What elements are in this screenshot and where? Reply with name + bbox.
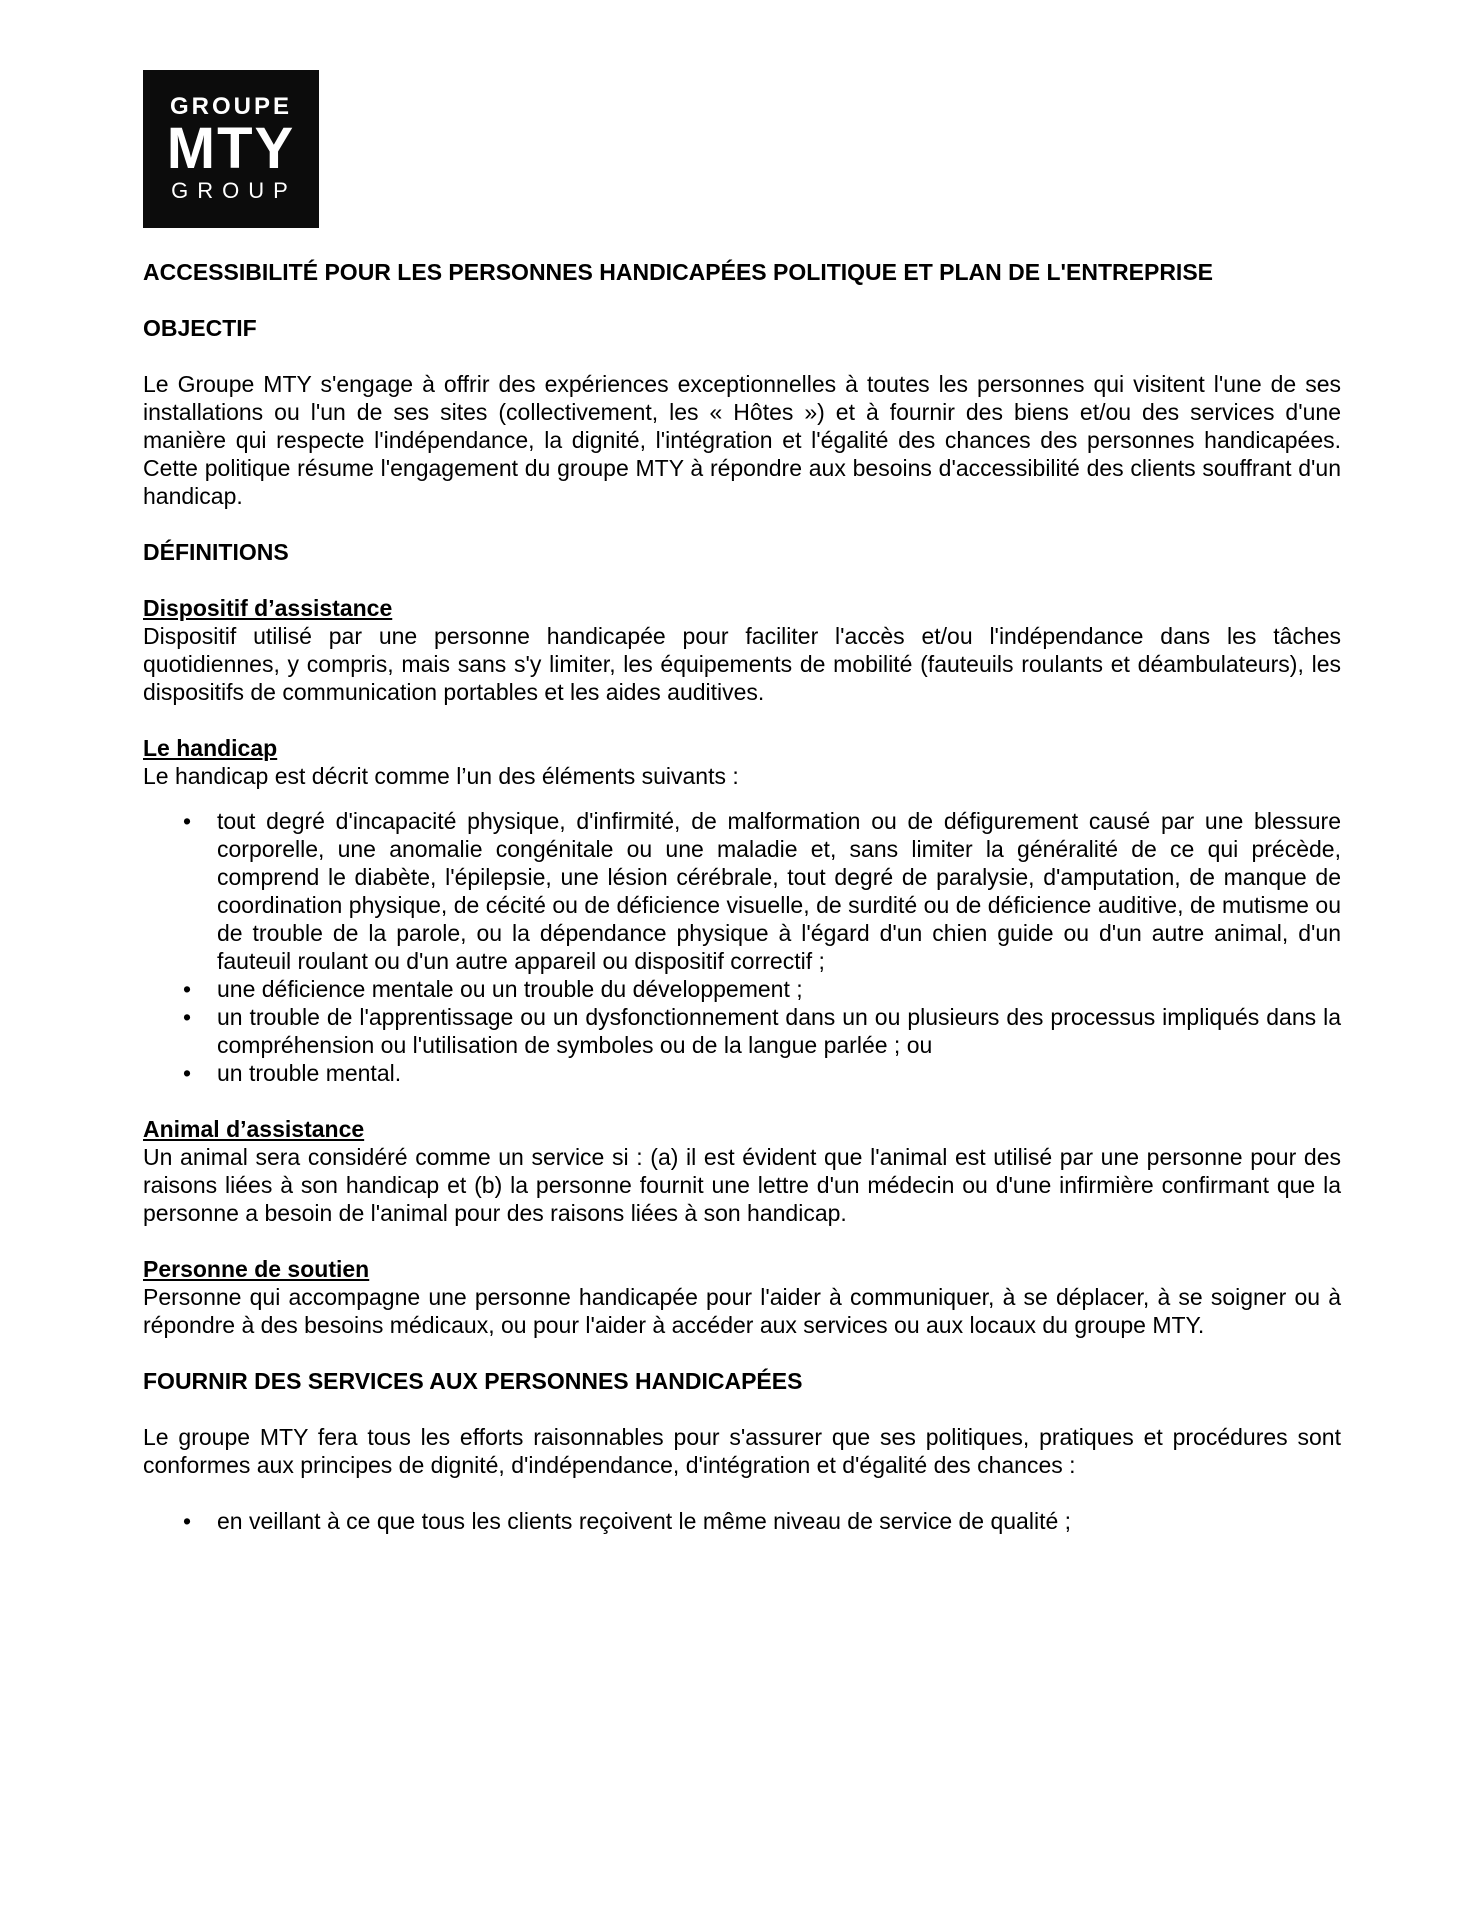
list-item: • un trouble de l'apprentissage ou un dysfonctionnement dans un ou plusieurs des processus impliqués dans la compréhension ou l'utilisation de symboles ou de la langue parlée ; ou (143, 1003, 1341, 1059)
subsection-heading-handicap: Le handicap (143, 735, 278, 761)
section-heading-fournir: FOURNIR DES SERVICES AUX PERSONNES HANDICAPÉES (143, 1368, 803, 1394)
section-heading-objectif: OBJECTIF (143, 315, 257, 341)
list-item: • une déficience mentale ou un trouble du développement ; (143, 975, 1341, 1003)
logo-text-groupe: GROUPE (169, 92, 292, 120)
handicap-bullet-list (143, 807, 1341, 1087)
soutien-paragraph: Personne qui accompagne une personne handicapée pour l'aider à communiquer, à se déplacer, à se soigner ou à répondre à des besoins médicaux, ou pour l'aider à accéder aux services ou aux locaux du groupe MTY. (143, 1284, 1341, 1338)
subsection-heading-dispositif: Dispositif d’assistance (143, 595, 393, 621)
fournir-bullet-list (143, 1507, 1341, 1535)
subsection-heading-soutien: Personne de soutien (143, 1256, 370, 1282)
handicap-intro-paragraph: Le handicap est décrit comme l’un des éléments suivants : (143, 763, 739, 789)
list-item: • en veillant à ce que tous les clients reçoivent le même niveau de service de qualité ; (143, 1507, 1341, 1535)
list-item: • un trouble mental. (143, 1059, 1341, 1087)
logo-text-group: GROUP (171, 178, 297, 203)
logo-text-mty: MTY (166, 116, 296, 181)
fournir-paragraph: Le groupe MTY fera tous les efforts raisonnables pour s'assurer que ses politiques, pratiques et procédures sont conformes aux principes de dignité, d'indépendance, d'intégration et d'égalité des chances : (143, 1424, 1341, 1478)
objectif-paragraph: Le Groupe MTY s'engage à offrir des expériences exceptionnelles à toutes les personnes qui visitent l'une de ses installations ou l'un de ses sites (collectivement, les « Hôtes ») et à fournir des biens et/ou des services d'une manière qui respecte l'indépendance, la dignité, l'intégration et l'égalité des chances des personnes handicapées. Cette politique résume l'engagement du groupe MTY à répondre aux besoins d'accessibilité des clients souffrant d'un handicap. (143, 371, 1341, 509)
animal-paragraph: Un animal sera considéré comme un service si : (a) il est évident que l'animal est utilisé par une personne pour des raisons liées à son handicap et (b) la personne fournit une lettre d'un médecin ou d'une infirmière confirmant que la personne a besoin de l'animal pour des raisons liées à son handicap. (143, 1144, 1341, 1226)
section-heading-definitions: DÉFINITIONS (143, 539, 289, 565)
list-item: • tout degré d'incapacité physique, d'infirmité, de malformation ou de défigurement causé par une blessure corporelle, une anomalie congénitale ou une maladie et, sans limiter la généralité de ce qui précède, comprend le diabète, l'épilepsie, une lésion cérébrale, tout degré de paralysie, d'amputation, de manque de coordination physique, de cécité ou de déficience visuelle, de surdité ou de déficience auditive, de mutisme ou de trouble de la parole, ou la dépendance physique à l'égard d'un chien guide ou d'un autre animal, d'un fauteuil roulant ou d'un autre appareil ou dispositif correctif ; (143, 807, 1341, 975)
dispositif-paragraph: Dispositif utilisé par une personne handicapée pour faciliter l'accès et/ou l'indépendance dans les tâches quotidiennes, y compris, mais sans s'y limiter, les équipements de mobilité (fauteuils roulants et déambulateurs), les dispositifs de communication portables et les aides auditives. (143, 623, 1341, 705)
mty-logo (143, 70, 319, 228)
document-title: ACCESSIBILITÉ POUR LES PERSONNES HANDICAPÉES POLITIQUE ET PLAN DE L'ENTREPRISE (143, 259, 1213, 285)
subsection-heading-animal: Animal d’assistance (143, 1116, 365, 1142)
